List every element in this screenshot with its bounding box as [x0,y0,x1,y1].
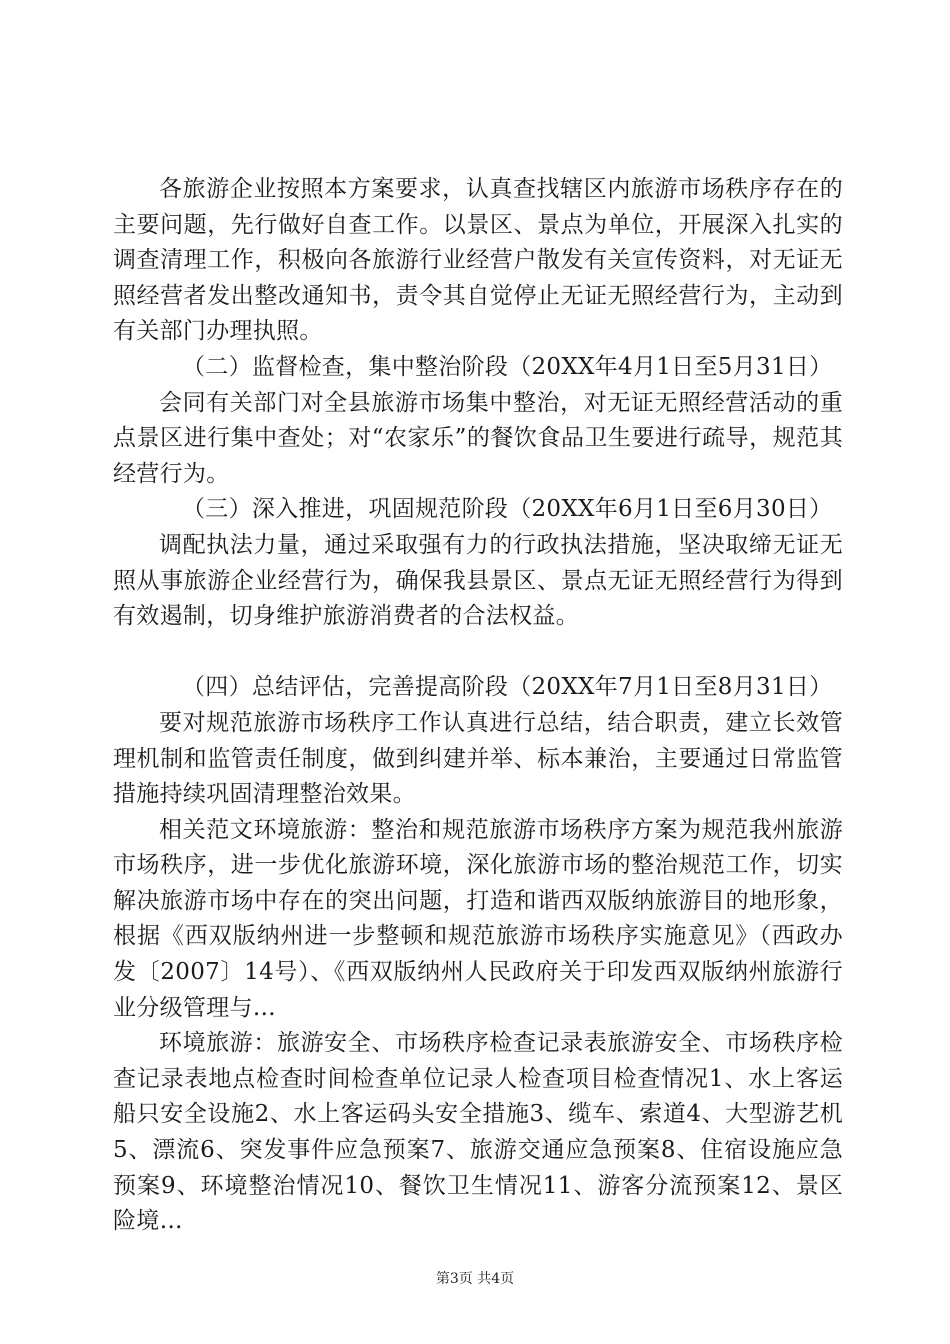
paragraph-self-inspection: 各旅游企业按照本方案要求，认真查找辖区内旅游市场秩序存在的主要问题，先行做好自查工作。以景区、景点为单位，开展深入扎实的调查清理工作，积极向各旅游行业经营户散发有关宣传资料，对无证无照经营者发出整改通知书，责令其自觉停止无证无照经营行为，主动到有关部门办理执照。 [113,176,843,345]
section-heading-supervision: （二）监督检查，集中整治阶段（20XX年4月1日至5月31日） [182,353,833,380]
paragraph-summary: 要对规范旅游市场秩序工作认真进行总结，结合职责，建立长效管理机制和监管责任制度，做到纠建并举、标本兼治，主要通过日常监管措施持续巩固清理整治效果。 [113,709,843,808]
section-heading-summary: （四）总结评估，完善提高阶段（20XX年7月1日至8月31日） [182,674,833,701]
paragraph-related-article-2: 环境旅游：旅游安全、市场秩序检查记录表旅游安全、市场秩序检查记录表地点检查时间检查单位记录人检查项目检查情况1、水上客运船只安全设施2、水上客运码头安全措施3、缆车、索道4、大型游艺机5、漂流6、突发事件应急预案7、旅游交通应急预案8、住宿设施应急预案9、环境整治情况10、餐饮卫生情况11、游客分流预案12、景区险境… [113,1030,843,1235]
section-heading-consolidation: （三）深入推进，巩固规范阶段（20XX年6月1日至6月30日） [182,496,833,523]
paragraph-supervision: 会同有关部门对全县旅游市场集中整治，对无证无照经营活动的重点景区进行集中查处；对“农家乐”的餐饮食品卫生要进行疏导，规范其经营行为。 [113,389,843,487]
paragraph-consolidation: 调配执法力量，通过采取强有力的行政执法措施，坚决取缔无证无照从事旅游企业经营行为，确保我县景区、景点无证无照经营行为得到有效遏制，切身维护旅游消费者的合法权益。 [113,531,843,630]
paragraph-related-article-1: 相关范文环境旅游：整治和规范旅游市场秩序方案为规范我州旅游市场秩序，进一步优化旅游环境，深化旅游市场的整治规范工作，切实解决旅游市场中存在的突出问题，打造和谐西双版纳旅游目的地形象，根据《西双版纳州进一步整顿和规范旅游市场秩序实施意见》（西政办发〔2007〕14号）、《西双版纳州人民政府关于印发西双版纳州旅游行业分级管理与… [113,816,843,1021]
blank-line [113,635,843,671]
document-body [113,172,843,1240]
page-footer: 第3页 共4页 [435,1271,515,1287]
